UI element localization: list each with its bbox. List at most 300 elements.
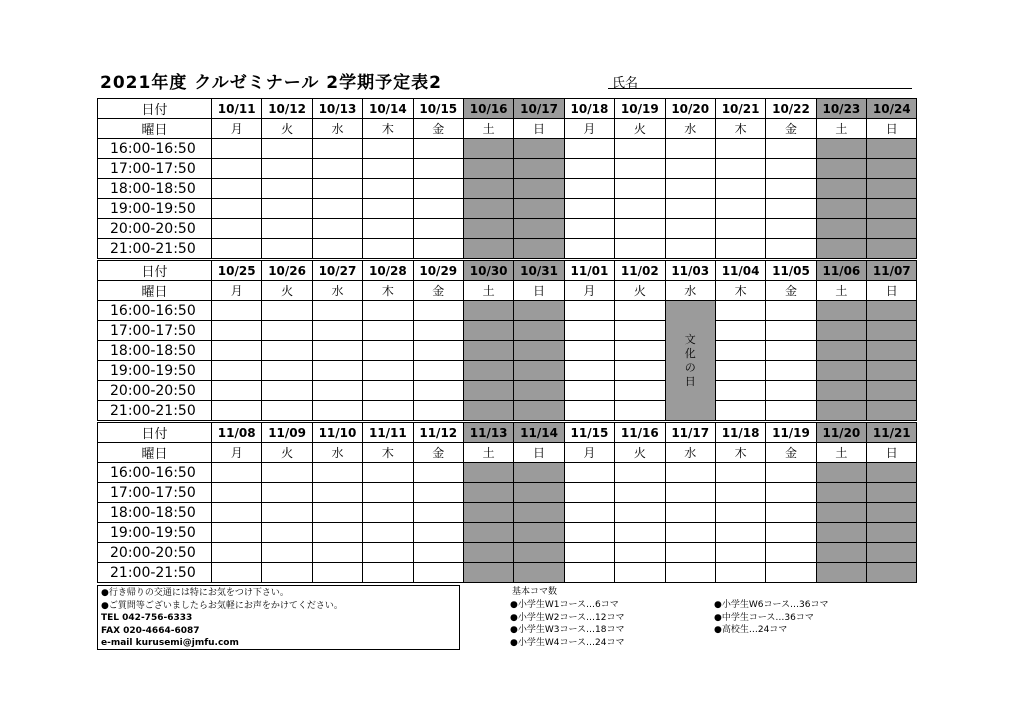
- schedule-cell[interactable]: [312, 523, 362, 543]
- schedule-cell[interactable]: [212, 199, 262, 219]
- date-cell: 10/30: [463, 261, 513, 281]
- schedule-cell[interactable]: [615, 523, 665, 543]
- schedule-cell[interactable]: [715, 483, 765, 503]
- schedule-cell[interactable]: [363, 503, 413, 523]
- schedule-cell[interactable]: [766, 321, 816, 341]
- weekday-cell: 金: [413, 281, 463, 301]
- schedule-cell[interactable]: [867, 179, 917, 199]
- schedule-cell[interactable]: [463, 543, 513, 563]
- schedule-cell[interactable]: [816, 463, 866, 483]
- schedule-cell[interactable]: [312, 381, 362, 401]
- schedule-cell[interactable]: [262, 199, 312, 219]
- date-cell: 10/19: [615, 99, 665, 119]
- schedule-cell[interactable]: [363, 543, 413, 563]
- schedule-cell[interactable]: [413, 301, 463, 321]
- schedule-cell[interactable]: [564, 301, 614, 321]
- schedule-cell[interactable]: [564, 543, 614, 563]
- schedule-cell[interactable]: [514, 139, 564, 159]
- schedule-cell[interactable]: [766, 219, 816, 239]
- schedule-cell[interactable]: [463, 321, 513, 341]
- schedule-cell[interactable]: [262, 321, 312, 341]
- schedule-cell[interactable]: [413, 239, 463, 259]
- schedule-cell[interactable]: [766, 483, 816, 503]
- time-slot: 19:00-19:50: [98, 361, 212, 381]
- time-slot: 17:00-17:50: [98, 159, 212, 179]
- schedule-cell[interactable]: [715, 523, 765, 543]
- schedule-cell[interactable]: [413, 179, 463, 199]
- date-cell: 11/20: [816, 423, 866, 443]
- schedule-cell[interactable]: [867, 139, 917, 159]
- schedule-cell[interactable]: [665, 483, 715, 503]
- schedule-cell[interactable]: [262, 139, 312, 159]
- schedule-cell[interactable]: [867, 483, 917, 503]
- schedule-cell[interactable]: [816, 139, 866, 159]
- schedule-cell[interactable]: [463, 199, 513, 219]
- schedule-cell[interactable]: [262, 301, 312, 321]
- schedule-cell[interactable]: [262, 401, 312, 421]
- schedule-cell[interactable]: [766, 563, 816, 583]
- schedule-cell[interactable]: [212, 321, 262, 341]
- weekday-cell: 火: [262, 281, 312, 301]
- schedule-cell[interactable]: [564, 139, 614, 159]
- schedule-cell[interactable]: [262, 179, 312, 199]
- schedule-cell[interactable]: [867, 523, 917, 543]
- schedule-cell[interactable]: [262, 563, 312, 583]
- schedule-cell[interactable]: [615, 179, 665, 199]
- schedule-cell[interactable]: [615, 483, 665, 503]
- schedule-cell[interactable]: [212, 341, 262, 361]
- weekday-cell: 金: [766, 443, 816, 463]
- schedule-cell[interactable]: [615, 503, 665, 523]
- schedule-cell[interactable]: [715, 159, 765, 179]
- schedule-cell[interactable]: [312, 301, 362, 321]
- schedule-cell[interactable]: [413, 361, 463, 381]
- schedule-cell[interactable]: [564, 159, 614, 179]
- schedule-cell[interactable]: [715, 179, 765, 199]
- weekday-cell: 日: [514, 119, 564, 139]
- schedule-cell[interactable]: [816, 523, 866, 543]
- schedule-cell[interactable]: [564, 341, 614, 361]
- schedule-cell[interactable]: [312, 219, 362, 239]
- schedule-cell[interactable]: [665, 199, 715, 219]
- schedule-cell[interactable]: [665, 179, 715, 199]
- schedule-cell[interactable]: [514, 301, 564, 321]
- schedule-cell[interactable]: [413, 139, 463, 159]
- date-cell: 10/22: [766, 99, 816, 119]
- weekday-cell: 日: [514, 281, 564, 301]
- weekday-cell: 土: [816, 119, 866, 139]
- schedule-cell[interactable]: [816, 239, 866, 259]
- schedule-cell[interactable]: [312, 321, 362, 341]
- weekday-cell: 木: [363, 281, 413, 301]
- schedule-cell[interactable]: [413, 341, 463, 361]
- date-cell: 10/11: [212, 99, 262, 119]
- schedule-cell[interactable]: [867, 321, 917, 341]
- schedule-cell[interactable]: [816, 219, 866, 239]
- schedule-cell[interactable]: [615, 199, 665, 219]
- schedule-cell[interactable]: [212, 179, 262, 199]
- schedule-cell[interactable]: [363, 463, 413, 483]
- schedule-cell[interactable]: [463, 341, 513, 361]
- schedule-cell[interactable]: [766, 503, 816, 523]
- weekday-cell: 火: [262, 443, 312, 463]
- schedule-cell[interactable]: [262, 239, 312, 259]
- schedule-cell[interactable]: [715, 401, 765, 421]
- schedule-cell[interactable]: [413, 159, 463, 179]
- schedule-cell[interactable]: [363, 321, 413, 341]
- date-cell: 11/01: [564, 261, 614, 281]
- date-cell: 11/13: [463, 423, 513, 443]
- date-cell: 11/19: [766, 423, 816, 443]
- schedule-cell[interactable]: [463, 503, 513, 523]
- schedule-cell[interactable]: [715, 199, 765, 219]
- schedule-cell[interactable]: [514, 199, 564, 219]
- schedule-cell[interactable]: [867, 159, 917, 179]
- schedule-cell[interactable]: [514, 159, 564, 179]
- schedule-cell[interactable]: [665, 159, 715, 179]
- schedule-cell[interactable]: [867, 381, 917, 401]
- date-cell: 11/03: [665, 261, 715, 281]
- schedule-cell[interactable]: [212, 401, 262, 421]
- schedule-cell[interactable]: [212, 361, 262, 381]
- weekday-label: 曜日: [98, 119, 212, 139]
- schedule-cell[interactable]: [615, 401, 665, 421]
- time-slot: 17:00-17:50: [98, 321, 212, 341]
- schedule-cell[interactable]: [212, 381, 262, 401]
- date-cell: 11/06: [816, 261, 866, 281]
- schedule-cell[interactable]: [212, 219, 262, 239]
- schedule-cell[interactable]: [665, 219, 715, 239]
- schedule-cell[interactable]: [463, 159, 513, 179]
- schedule-cell[interactable]: [615, 543, 665, 563]
- schedule-cell[interactable]: [816, 341, 866, 361]
- schedule-cell[interactable]: [463, 463, 513, 483]
- schedule-cell[interactable]: [212, 503, 262, 523]
- schedule-cell[interactable]: [463, 301, 513, 321]
- schedule-cell[interactable]: [766, 301, 816, 321]
- schedule-cell[interactable]: [615, 159, 665, 179]
- schedule-cell[interactable]: [413, 463, 463, 483]
- schedule-cell[interactable]: [564, 463, 614, 483]
- weekday-cell: 日: [514, 443, 564, 463]
- schedule-cell[interactable]: [413, 563, 463, 583]
- schedule-cell[interactable]: [766, 463, 816, 483]
- schedule-cell[interactable]: [816, 503, 866, 523]
- schedule-cell[interactable]: [564, 401, 614, 421]
- schedule-cell[interactable]: [363, 301, 413, 321]
- schedule-cell[interactable]: [564, 321, 614, 341]
- schedule-cell[interactable]: [312, 463, 362, 483]
- date-cell: 10/28: [363, 261, 413, 281]
- schedule-cell[interactable]: [715, 321, 765, 341]
- schedule-cell[interactable]: [262, 483, 312, 503]
- schedule-cell[interactable]: [816, 321, 866, 341]
- koma-item: ●高校生…24コマ: [714, 625, 788, 635]
- schedule-cell[interactable]: [564, 219, 614, 239]
- schedule-cell[interactable]: [615, 563, 665, 583]
- schedule-cell[interactable]: [715, 139, 765, 159]
- schedule-cell[interactable]: [363, 483, 413, 503]
- time-slot: 18:00-18:50: [98, 179, 212, 199]
- schedule-cell[interactable]: [816, 543, 866, 563]
- date-cell: 10/26: [262, 261, 312, 281]
- schedule-cell[interactable]: [413, 543, 463, 563]
- schedule-cell[interactable]: [413, 219, 463, 239]
- schedule-cell[interactable]: [463, 381, 513, 401]
- schedule-cell[interactable]: [564, 361, 614, 381]
- weekday-cell: 金: [413, 443, 463, 463]
- weekday-cell: 木: [715, 119, 765, 139]
- schedule-cell[interactable]: [816, 301, 866, 321]
- weekday-cell: 水: [665, 281, 715, 301]
- schedule-cell[interactable]: [665, 523, 715, 543]
- schedule-cell[interactable]: [766, 361, 816, 381]
- schedule-cell[interactable]: [262, 341, 312, 361]
- schedule-cell[interactable]: [715, 301, 765, 321]
- schedule-cell[interactable]: [363, 381, 413, 401]
- schedule-cell[interactable]: [615, 239, 665, 259]
- weekday-cell: 火: [615, 443, 665, 463]
- date-cell: 10/12: [262, 99, 312, 119]
- schedule-cell[interactable]: [514, 563, 564, 583]
- schedule-cell[interactable]: [665, 543, 715, 563]
- schedule-cell[interactable]: [514, 523, 564, 543]
- schedule-cell[interactable]: [867, 401, 917, 421]
- schedule-cell[interactable]: [312, 401, 362, 421]
- schedule-cell[interactable]: [867, 503, 917, 523]
- weekday-cell: 土: [463, 443, 513, 463]
- schedule-cell[interactable]: [867, 199, 917, 219]
- schedule-cell[interactable]: [867, 543, 917, 563]
- schedule-cell[interactable]: [514, 321, 564, 341]
- schedule-cell[interactable]: [514, 483, 564, 503]
- schedule-cell[interactable]: [715, 463, 765, 483]
- schedule-cell[interactable]: [514, 401, 564, 421]
- schedule-cell[interactable]: [212, 239, 262, 259]
- weekday-cell: 土: [816, 443, 866, 463]
- schedule-cell[interactable]: [212, 543, 262, 563]
- schedule-cell[interactable]: [363, 401, 413, 421]
- schedule-cell[interactable]: [514, 361, 564, 381]
- schedule-cell[interactable]: [514, 239, 564, 259]
- schedule-cell[interactable]: [312, 361, 362, 381]
- schedule-cell[interactable]: [262, 381, 312, 401]
- schedule-cell[interactable]: [212, 139, 262, 159]
- schedule-cell[interactable]: [514, 219, 564, 239]
- schedule-cell[interactable]: [463, 139, 513, 159]
- schedule-cell[interactable]: [262, 503, 312, 523]
- schedule-cell[interactable]: [514, 503, 564, 523]
- schedule-cell[interactable]: [665, 503, 715, 523]
- weekday-label: 曜日: [98, 281, 212, 301]
- schedule-cell[interactable]: [312, 563, 362, 583]
- schedule-cell[interactable]: [463, 523, 513, 543]
- schedule-cell[interactable]: [363, 239, 413, 259]
- schedule-cell[interactable]: [212, 463, 262, 483]
- schedule-cell[interactable]: [766, 523, 816, 543]
- schedule-cell[interactable]: [312, 543, 362, 563]
- schedule-cell[interactable]: [312, 179, 362, 199]
- schedule-cell[interactable]: [262, 543, 312, 563]
- schedule-cell[interactable]: [262, 219, 312, 239]
- weekday-cell: 水: [665, 443, 715, 463]
- schedule-cell[interactable]: [615, 219, 665, 239]
- schedule-cell[interactable]: [816, 483, 866, 503]
- date-cell: 11/09: [262, 423, 312, 443]
- schedule-cell[interactable]: [363, 219, 413, 239]
- schedule-cell[interactable]: [766, 159, 816, 179]
- schedule-cell[interactable]: [514, 179, 564, 199]
- schedule-cell[interactable]: [766, 179, 816, 199]
- schedule-cell[interactable]: [615, 321, 665, 341]
- schedule-cell[interactable]: [463, 239, 513, 259]
- schedule-cell[interactable]: [363, 159, 413, 179]
- weekday-cell: 火: [262, 119, 312, 139]
- schedule-cell[interactable]: [665, 563, 715, 583]
- schedule-cell[interactable]: [766, 401, 816, 421]
- schedule-cell[interactable]: [564, 381, 614, 401]
- schedule-cell[interactable]: [514, 341, 564, 361]
- schedule-cell[interactable]: [867, 361, 917, 381]
- contact-email: e-mail kurusemi@jmfu.com: [101, 638, 239, 648]
- schedule-cell[interactable]: [715, 503, 765, 523]
- schedule-cell[interactable]: [665, 239, 715, 259]
- schedule-cell[interactable]: [514, 381, 564, 401]
- schedule-cell[interactable]: [312, 139, 362, 159]
- schedule-cell[interactable]: [665, 139, 715, 159]
- schedule-cell[interactable]: [514, 543, 564, 563]
- schedule-cell[interactable]: [615, 381, 665, 401]
- schedule-cell[interactable]: [564, 503, 614, 523]
- koma-title: 基本コマ数: [512, 587, 558, 597]
- schedule-cell[interactable]: [463, 401, 513, 421]
- schedule-cell[interactable]: [312, 483, 362, 503]
- schedule-cell[interactable]: [212, 159, 262, 179]
- schedule-cell[interactable]: [816, 401, 866, 421]
- schedule-cell[interactable]: [514, 463, 564, 483]
- time-slot: 21:00-21:50: [98, 239, 212, 259]
- schedule-cell[interactable]: [816, 361, 866, 381]
- time-slot: 19:00-19:50: [98, 523, 212, 543]
- schedule-cell[interactable]: [463, 563, 513, 583]
- schedule-cell[interactable]: [312, 239, 362, 259]
- schedule-cell[interactable]: [816, 381, 866, 401]
- weekday-cell: 木: [363, 119, 413, 139]
- schedule-cell[interactable]: [867, 463, 917, 483]
- schedule-cell[interactable]: [867, 301, 917, 321]
- weekday-cell: 木: [715, 281, 765, 301]
- schedule-cell[interactable]: [413, 381, 463, 401]
- schedule-cell[interactable]: [463, 361, 513, 381]
- schedule-cell[interactable]: [766, 543, 816, 563]
- schedule-cell[interactable]: [363, 341, 413, 361]
- schedule-cell[interactable]: [715, 341, 765, 361]
- schedule-cell[interactable]: [363, 139, 413, 159]
- schedule-cell[interactable]: [564, 563, 614, 583]
- schedule-cell[interactable]: [564, 483, 614, 503]
- schedule-cell[interactable]: [363, 523, 413, 543]
- schedule-cell[interactable]: [413, 401, 463, 421]
- schedule-cell[interactable]: [262, 361, 312, 381]
- schedule-cell[interactable]: [766, 139, 816, 159]
- schedule-cell[interactable]: [816, 563, 866, 583]
- schedule-cell[interactable]: [867, 563, 917, 583]
- time-slot: 20:00-20:50: [98, 219, 212, 239]
- schedule-cell[interactable]: [262, 159, 312, 179]
- schedule-cell[interactable]: [766, 341, 816, 361]
- schedule-cell[interactable]: [363, 563, 413, 583]
- schedule-cell[interactable]: [413, 483, 463, 503]
- schedule-cell[interactable]: [715, 239, 765, 259]
- schedule-cell[interactable]: [463, 179, 513, 199]
- schedule-cell[interactable]: [766, 199, 816, 219]
- time-slot: 20:00-20:50: [98, 543, 212, 563]
- schedule-cell[interactable]: [816, 159, 866, 179]
- schedule-cell[interactable]: [312, 159, 362, 179]
- schedule-cell[interactable]: [816, 179, 866, 199]
- time-slot: 17:00-17:50: [98, 483, 212, 503]
- schedule-cell[interactable]: [564, 179, 614, 199]
- schedule-cell[interactable]: [564, 523, 614, 543]
- schedule-cell[interactable]: [262, 463, 312, 483]
- schedule-cell[interactable]: [312, 199, 362, 219]
- schedule-cell[interactable]: [463, 483, 513, 503]
- schedule-cell[interactable]: [463, 219, 513, 239]
- time-slot: 21:00-21:50: [98, 401, 212, 421]
- schedule-cell[interactable]: [715, 543, 765, 563]
- schedule-cell[interactable]: [312, 341, 362, 361]
- schedule-cell[interactable]: [615, 341, 665, 361]
- schedule-cell[interactable]: [715, 381, 765, 401]
- weekday-cell: 月: [212, 119, 262, 139]
- schedule-cell[interactable]: [363, 199, 413, 219]
- date-cell: 11/21: [867, 423, 917, 443]
- schedule-cell[interactable]: [715, 361, 765, 381]
- schedule-cell[interactable]: [312, 503, 362, 523]
- schedule-cell[interactable]: [715, 219, 765, 239]
- schedule-cell[interactable]: [413, 503, 463, 523]
- date-cell: 11/14: [514, 423, 564, 443]
- schedule-cell[interactable]: [615, 139, 665, 159]
- schedule-cell[interactable]: [212, 301, 262, 321]
- schedule-cell[interactable]: [212, 563, 262, 583]
- schedule-cell[interactable]: [816, 199, 866, 219]
- schedule-cell[interactable]: [766, 239, 816, 259]
- schedule-cell[interactable]: [615, 361, 665, 381]
- schedule-cell[interactable]: [615, 301, 665, 321]
- schedule-cell[interactable]: [715, 563, 765, 583]
- schedule-cell[interactable]: [766, 381, 816, 401]
- schedule-cell[interactable]: [212, 523, 262, 543]
- date-cell: 11/04: [715, 261, 765, 281]
- schedule-cell[interactable]: [212, 483, 262, 503]
- schedule-cell[interactable]: [363, 179, 413, 199]
- schedule-cell[interactable]: [867, 341, 917, 361]
- schedule-cell[interactable]: [615, 463, 665, 483]
- schedule-cell[interactable]: [867, 219, 917, 239]
- schedule-cell[interactable]: [413, 523, 463, 543]
- schedule-cell[interactable]: [363, 361, 413, 381]
- schedule-cell[interactable]: [262, 523, 312, 543]
- contact-tel: TEL 042-756-6333: [101, 613, 193, 623]
- schedule-cell[interactable]: [413, 199, 463, 219]
- schedule-cell[interactable]: [867, 239, 917, 259]
- schedule-cell[interactable]: [564, 239, 614, 259]
- schedule-cell[interactable]: [413, 321, 463, 341]
- schedule-cell[interactable]: [564, 199, 614, 219]
- date-cell: 11/18: [715, 423, 765, 443]
- schedule-cell[interactable]: [665, 463, 715, 483]
